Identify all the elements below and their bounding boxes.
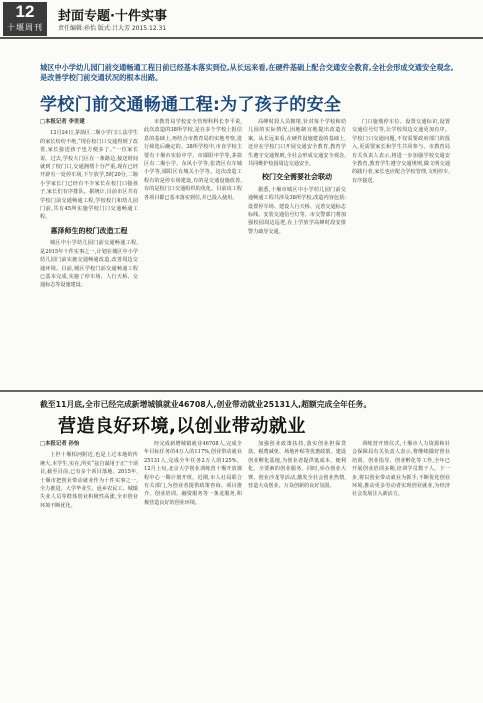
article2-column-3 — [248, 440, 346, 695]
article-divider — [0, 390, 483, 392]
edition-name: 十堰周刊 — [7, 23, 43, 32]
article1-col1b-text: 城区中小学幼儿园门前交通畅通工程,是2015年十件实事之一,计划在城区中小学幼儿园门前实施交通畅通改造,改善周边交通环境。目前,城区学校门前交通畅通工程已基本完成,实施了停车场、人行天桥、交通标志等设施建设。 — [40, 240, 138, 289]
article1-subhead-2: 校门交全需要社会联动 — [262, 173, 332, 182]
article1-col3b-text: 据悉,十堰市城区中小学幼儿园门前交通畅通工程共涉及38所学校,改造内容包括:设置停车场、建设人行天桥、完善交通标志标线、安装交通信号灯等。市交警部门将加强校园周边巡逻,在上学放学高峰时段安排警力疏导交通。 — [248, 186, 346, 235]
header-divider — [0, 37, 483, 39]
article2-col3-text: 加强创业政策扶持,落实创业担保贷款、税费减免、场地补贴等优惠政策。建设创业孵化基地,为创业者提供低成本、便利化、全要素的创业服务。同时,举办创业大赛、创业沙龙等活动,激发全社会创业热情,营造大众创业、万众创新的良好氛围。 — [248, 441, 346, 490]
article2-column-1 — [40, 440, 138, 695]
article1-headline: 学校门前交通畅通工程:为了孩子的安全 — [40, 95, 342, 115]
article2-col1-text: 上世十堰柏河附近,也是上过末地的传统大,本学生,实在,所实“兹自谋用于正”个项目,截至目前,已有多个项目落地。2015年,十堰市把创业带动就业作为十件实事之一,全力推进。大学毕业生、返乡农民工、城镇失业人员等群体创业积极性高涨,全市创业环境不断优化。 — [40, 452, 138, 509]
editor-credit: 责任编辑:孙怡 版式:吕大芳 2015.12.31 — [58, 25, 167, 32]
article1-deck: 城区中小学幼儿园门前交通畅通工程日前已经基本落实到位,从长远来看,在硬件基础上配合交通安全教育,全社会形成交通安全观念,是改善学校门前交通状况的根本出路。 — [40, 63, 454, 82]
article1-byline: □本报记者 李世建 — [40, 119, 85, 125]
article2-deck: 截至11月底,全市已经完成新增城镇就业46708人,创业带动就业25131人,超额完成全年任务。 — [40, 400, 372, 409]
article1-column-4 — [352, 118, 450, 386]
section-title: 封面专题·十件实事 — [58, 9, 167, 24]
page-number-badge — [3, 2, 47, 36]
article2-col2-text: 经完成新增城镇就业46708人,完成全年目标任务的4万人的117%,创业带动就业25131人,完成全年任务2万人的125%。12月上旬,北京大学创业训练营十堰开放课程中心一期计划开班。近期,市人社局联合有关部门,为创业者提供政策咨询、项目推介、创业培训、融资服务等一条龙服务,积极营造良好的创业环境。 — [144, 441, 242, 506]
page-header — [0, 0, 483, 40]
article1-col3-text: 高峰时段人员拥堵,针对每个学校和幼儿园的实际情况,因地制宜地提出改造方案。从长远来看,在硬件设施建设的基础上,还应在学校门口开展交通安全教育,教育学生遵守交通规则,全社会形成交通安全观念,共同维护校园周边交通安全。 — [248, 119, 346, 168]
page-number: 12 — [15, 2, 35, 21]
article1-column-1 — [40, 118, 138, 386]
article2-byline: □本报记者 孙怡 — [40, 441, 80, 447]
article2-col4-text: 训练营开班仪式,十堰市人力资源和社会保障局有关负责人表示,将继续做好创业培训、创业指导、创业孵化等工作,全年已开展创业培训多期,培训学员数千人。下一步,将以创业带动就业为抓手,不断优化创业环境,推动更多劳动者实现创业就业,为经济社会发展注入新活力。 — [352, 441, 450, 498]
article1-col1-text: 12月24日,茅箭区二堰小学门口,法学生的家长纷纷不绝,“现在校门口交通得到了改善,家长接送孩子也方便多了。”一位家长说。过去,学校大门区在一条路边,接送时间就到了校门口,交通拥堵十分严重,现在已经开辟有一处停车场,下午放学,5时20分,二堰小学家长门已经有不少家长在校门口接孩子,家长们有序排队。据统计,目前市区共有学校门前交通畅通工程,学校校门和幼儿园门前,共有45所实施学校门口交通畅通工程。 — [40, 130, 138, 221]
article1-column-3 — [248, 118, 346, 386]
article1-col4-text: 门口施划停车位、设置交通标识,设置交通信号灯等,让学校周边交通更加有序。学校门口交通问题,不仅需要政府部门的投入,更需要家长和学生共同参与。市教育局有关负责人表示,将进一步加强学校交通安全教育,教育学生遵守交通规则,做文明交通的践行者,家长也应配合学校管理,文明停车,有序接送。 — [352, 119, 450, 184]
article2-headline: 营造良好环境,以创业带动就业 — [58, 416, 306, 437]
article2-column-2 — [144, 440, 242, 695]
article1-col2-text: 市教育局学校安全管理科科长李平说,此次改造的38所学校,是在多个学校上报信息的基础上,再结合市教育局的实地考察,进行筛选后确定的。38所学校中,市直学校主要有十堰市实验中学、市郧阳中学等,茅箭区有二堰小学、东风小学等,张湾区有车城小学等,郧阳区有城关小学等。这次改造工程有的是停车场建设,有的是交通设施改善,有的是校门口交通组织的优化。目前该工程各项目都已基本落实到位,并已投入使用。 — [144, 119, 242, 201]
article1-subhead-1: 惠泽师生的校门改造工程 — [50, 226, 128, 235]
article2-column-4 — [352, 440, 450, 695]
article1-column-2 — [144, 118, 242, 386]
